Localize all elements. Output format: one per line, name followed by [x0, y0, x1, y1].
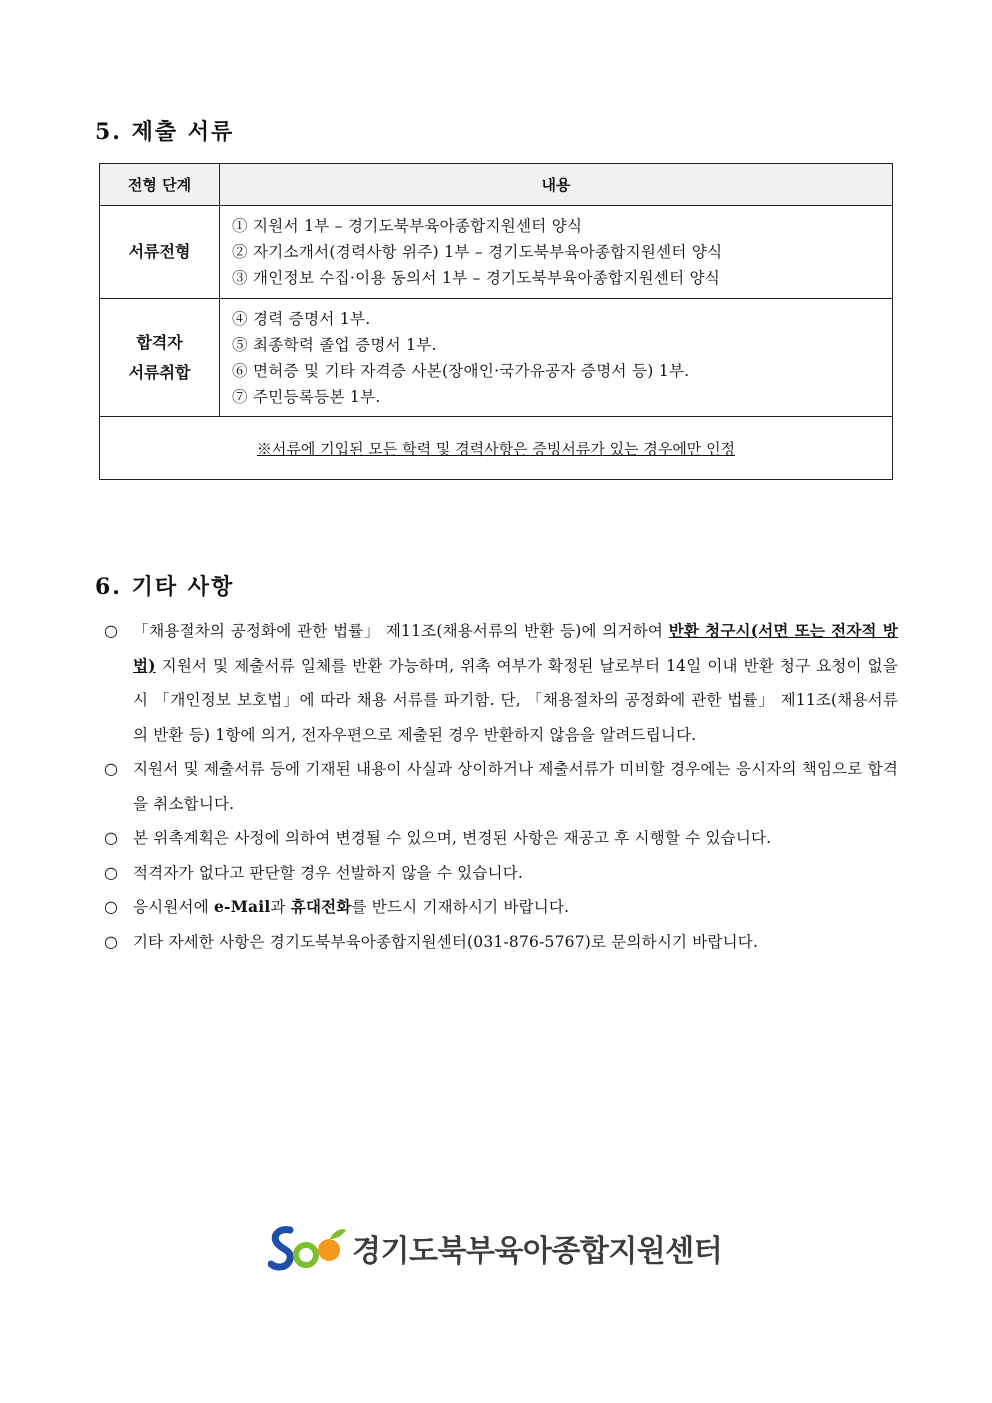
document-item: ④ 경력 증명서 1부. [232, 309, 371, 328]
circle-bullet-icon: ○ [104, 931, 119, 951]
section-title-submission-documents: 5. 제출 서류 [95, 119, 235, 145]
section-title-other-matters: 6. 기타 사항 [95, 574, 235, 600]
item-text: 기타 자세한 사항은 경기도북부육아종합지원센터(031-876-5767)로 문의하시기 바랍니다. [133, 932, 759, 951]
table-header-row [100, 164, 893, 206]
circle-bullet-icon: ○ [104, 828, 119, 847]
other-matters-list [104, 614, 898, 959]
stage-label-line: 서류취합 [128, 362, 191, 382]
submission-documents-table [99, 163, 893, 480]
item-text: 를 반드시 기재하시기 바랍니다. [351, 898, 570, 916]
document-item: ⑥ 면허증 및 기타 자격증 사본(장애인·국가유공자 증명서 등) 1부. [232, 361, 690, 380]
center-logo-icon [268, 1222, 348, 1274]
table-note: ※서류에 기입된 모든 학력 및 경력사항은 증빙서류가 있는 경우에만 인정 [256, 439, 736, 458]
table-note-row [100, 417, 893, 480]
stage-document-screening: 서류전형 [100, 206, 220, 299]
list-item [104, 752, 898, 821]
center-logo [268, 1220, 722, 1276]
item-text: 지원서 및 제출서류 등에 기재된 내용이 사실과 상이하거나 제출서류가 미비할 경우에는 응시자의 책임으로 합격을 취소합니다. [133, 760, 898, 813]
list-item [104, 925, 898, 960]
document-list [220, 206, 893, 299]
center-logo-text: 경기도북부육아종합지원센터 [352, 1234, 723, 1269]
table-note-cell [100, 417, 893, 480]
item-text: 「채용절차의 공정화에 관한 법률」 제11조(채용서류의 반환 등)에 의거하여 [133, 622, 669, 640]
header-stage: 전형 단계 [100, 164, 220, 206]
document-item: ② 자기소개서(경력사항 위주) 1부 – 경기도북부육아종합지원센터 양식 [232, 243, 723, 261]
table-row [100, 206, 893, 299]
item-text: 본 위촉계획은 사정에 의하여 변경될 수 있으며, 변경된 사항은 재공고 후 시행할 수 있습니다. [133, 829, 772, 847]
circle-bullet-icon: ○ [104, 759, 119, 778]
document-item: ⑦ 주민등록등본 1부. [232, 387, 381, 406]
list-item [104, 890, 898, 925]
circle-bullet-icon: ○ [104, 862, 119, 882]
document-list [220, 299, 893, 417]
document-item: ① 지원서 1부 – 경기도북부육아종합지원센터 양식 [232, 217, 583, 235]
item-text: 지원서 및 제출서류 일체를 반환 가능하며, 위촉 여부가 확정된 날로부터 14일 이내 반환 청구 요청이 없을시 「개인정보 보호법」에 따라 채용 서류를 파기함. 단, 「채용절차의 공정화에 관한 법률」 제11조(채용서류의 반환 등) 1항에 의거, 전자우편으로 제출된 경우 반환하지 않음을 알려드립니다. [133, 656, 898, 744]
table-row [100, 299, 893, 417]
item-text: 과 [270, 898, 291, 916]
list-item [104, 614, 898, 752]
stage-successful-applicant [100, 299, 220, 417]
list-item [104, 821, 898, 856]
stage-label-line: 합격자 [136, 332, 183, 352]
document-item: ⑤ 최종학력 졸업 증명서 1부. [232, 335, 437, 354]
header-content: 내용 [220, 164, 893, 206]
circle-bullet-icon: ○ [104, 897, 119, 916]
item-emphasis: e-Mail [214, 897, 271, 916]
item-text: 적격자가 없다고 판단할 경우 선발하지 않을 수 있습니다. [133, 863, 523, 882]
list-item [104, 856, 898, 891]
item-text: 응시원서에 [133, 898, 214, 916]
item-emphasis: 반환 청구시(서면 또는 전자적 방법) [133, 621, 898, 675]
circle-bullet-icon: ○ [104, 621, 119, 640]
item-emphasis: 휴대전화 [290, 897, 352, 916]
document-item: ③ 개인정보 수집·이용 동의서 1부 – 경기도북부육아종합지원센터 양식 [232, 269, 721, 287]
